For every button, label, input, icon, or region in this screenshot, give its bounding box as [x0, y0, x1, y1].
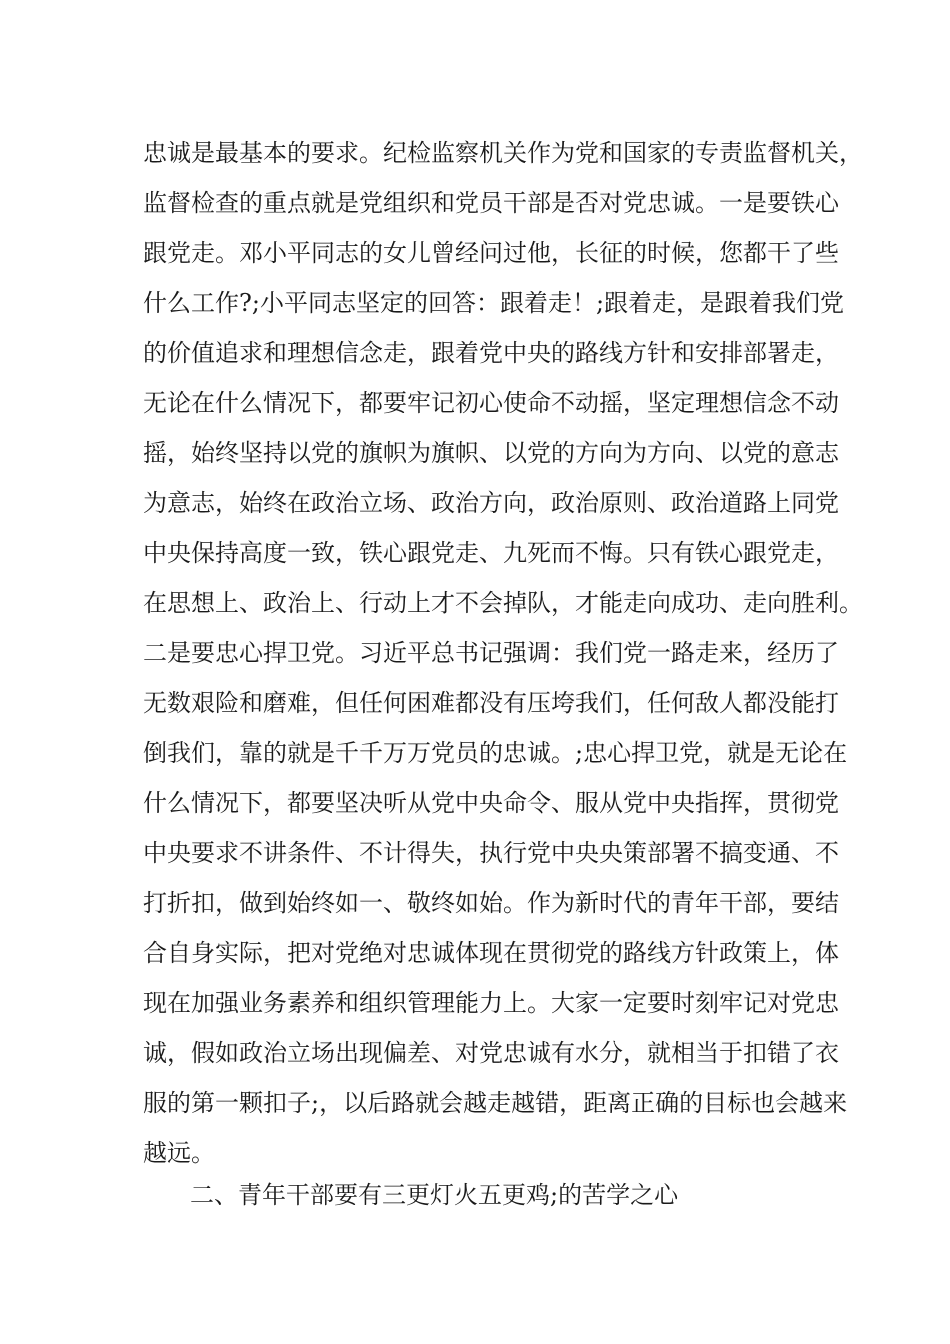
section-heading: 二、青年干部要有三更灯火五更鸡;的苦学之心: [190, 1181, 679, 1209]
text-line: 中央保持高度一致，铁心跟党走、九死而不悔。只有铁心跟党走，: [143, 539, 839, 567]
text-line: 诚，假如政治立场出现偏差、对党忠诚有水分，就相当于扣错了衣: [143, 1039, 839, 1067]
text-line: 打折扣，做到始终如一、敬终如始。作为新时代的青年干部，要结: [143, 889, 839, 917]
text-line: 在思想上、政治上、行动上才不会掉队，才能走向成功、走向胜利。: [143, 589, 863, 617]
text-line: 摇，始终坚持以党的旗帜为旗帜、以党的方向为方向、以党的意志: [143, 439, 839, 467]
text-line: 服的第一颗扣子;，以后路就会越走越错，距离正确的目标也会越来: [143, 1089, 848, 1117]
text-line: 忠诚是最基本的要求。纪检监察机关作为党和国家的专责监督机关，: [143, 139, 863, 167]
body-paragraph: [143, 128, 863, 1178]
text-line: 什么情况下，都要坚决听从党中央命令、服从党中央指挥，贯彻党: [143, 789, 839, 817]
text-line: 越远。: [143, 1139, 215, 1167]
text-line: 无论在什么情况下，都要牢记初心使命不动摇，坚定理想信念不动: [143, 389, 839, 417]
text-line: 什么工作?;小平同志坚定的回答：跟着走！;跟着走，是跟着我们党: [143, 289, 845, 317]
text-line: 现在加强业务素养和组织管理能力上。大家一定要时刻牢记对党忠: [143, 989, 839, 1017]
text-line: 合自身实际，把对党绝对忠诚体现在贯彻党的路线方针政策上，体: [143, 939, 839, 967]
text-line: 为意志，始终在政治立场、政治方向，政治原则、政治道路上同党: [143, 489, 839, 517]
text-line: 监督检查的重点就是党组织和党员干部是否对党忠诚。一是要铁心: [143, 189, 839, 217]
text-line: 二是要忠心捍卫党。习近平总书记强调：我们党一路走来，经历了: [143, 639, 839, 667]
text-line: 倒我们，靠的就是千千万万党员的忠诚。;忠心捍卫党，就是无论在: [143, 739, 848, 767]
text-line: 的价值追求和理想信念走，跟着党中央的路线方针和安排部署走，: [143, 339, 839, 367]
text-line: 中央要求不讲条件、不计得失，执行党中央央策部署不搞变通、不: [143, 839, 839, 867]
text-line: 无数艰险和磨难，但任何困难都没有压垮我们，任何敌人都没能打: [143, 689, 839, 717]
text-line: 跟党走。邓小平同志的女儿曾经问过他，长征的时候，您都干了些: [143, 239, 839, 267]
